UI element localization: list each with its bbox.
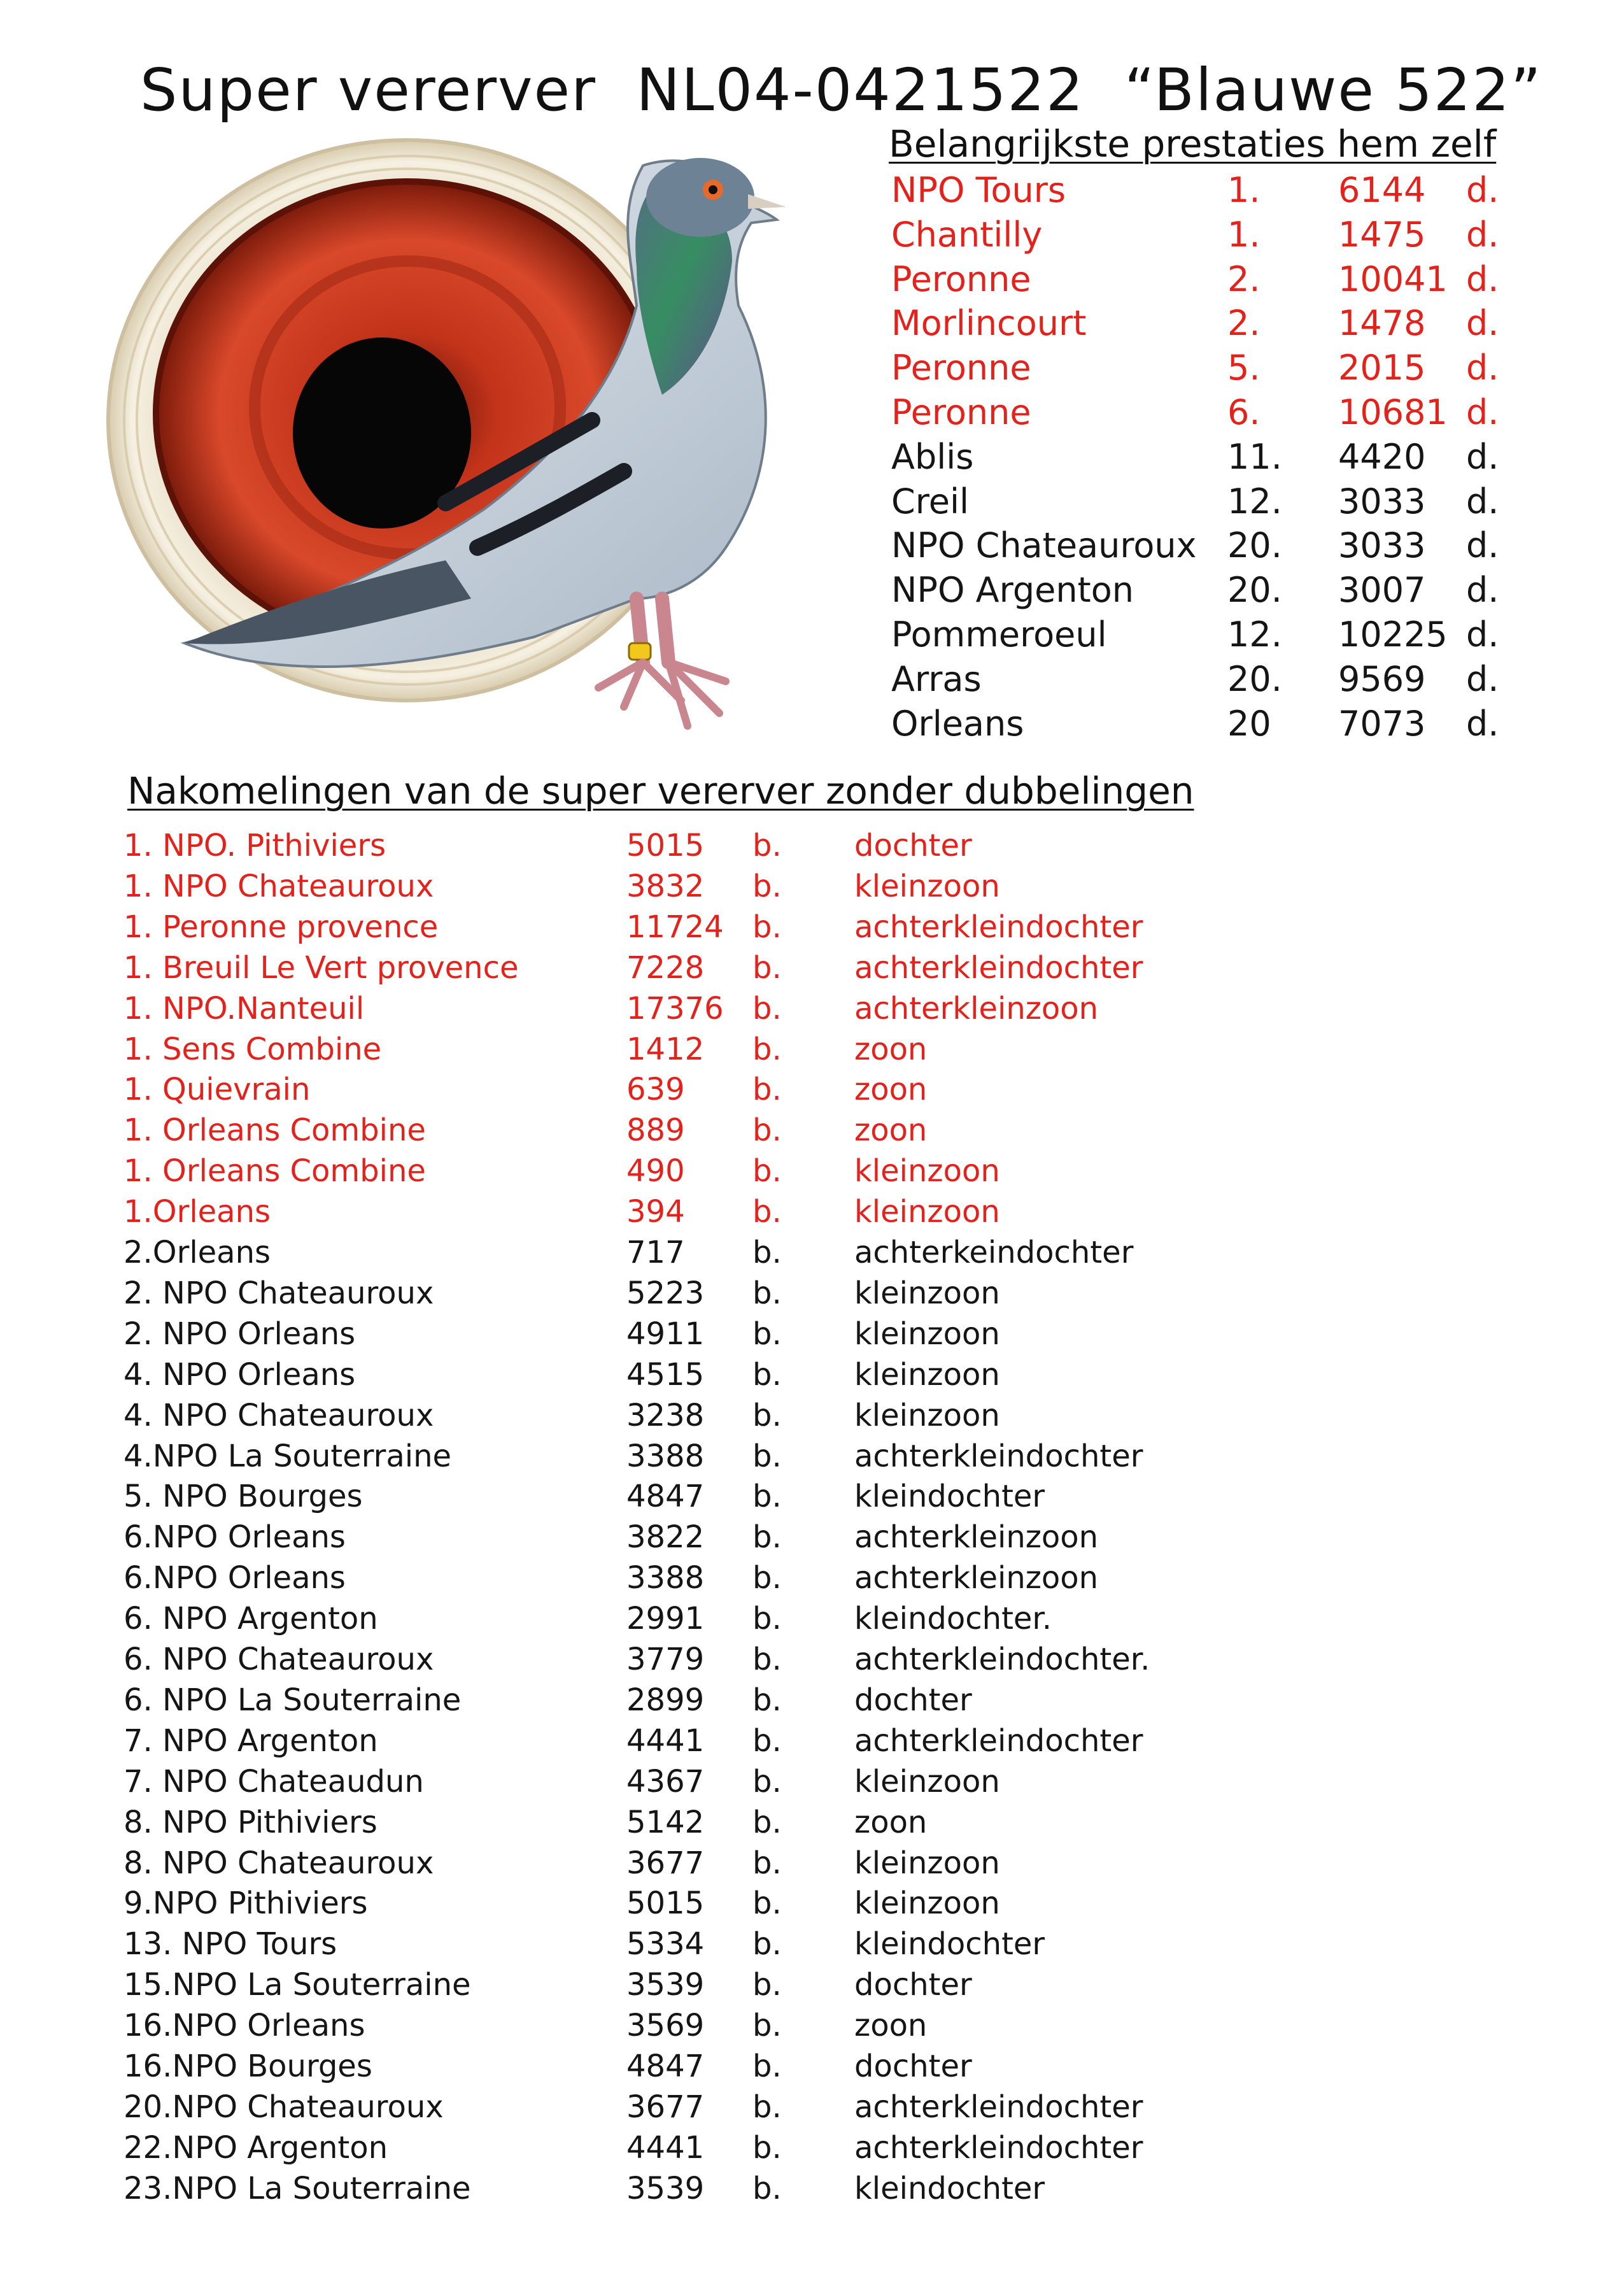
- performance-count: 3007: [1338, 570, 1426, 611]
- offspring-count: 5015: [626, 828, 705, 863]
- offspring-race: 1. Sens Combine: [124, 1031, 382, 1067]
- offspring-race: 15.NPO La Souterraine: [124, 1967, 471, 2003]
- offspring-race: 1. Peronne provence: [124, 909, 439, 945]
- offspring-race: 1. NPO.Nanteuil: [124, 990, 365, 1026]
- offspring-relation: kleinzoon: [854, 1316, 1000, 1352]
- offspring-count: 3539: [626, 2170, 705, 2206]
- offspring-row: [124, 1680, 1206, 1721]
- offspring-row: [124, 1721, 1206, 1761]
- offspring-relation: kleinzoon: [854, 868, 1000, 904]
- performance-race: Peronne: [891, 259, 1031, 299]
- offspring-row: [124, 1883, 1206, 1924]
- offspring-relation: achterkleinzoon: [854, 1519, 1099, 1556]
- offspring-count: 3238: [626, 1397, 705, 1433]
- performance-place: 12.: [1227, 614, 1282, 655]
- offspring-relation: kleinzoon: [854, 1194, 1000, 1230]
- offspring-race: 4.NPO La Souterraine: [124, 1438, 452, 1474]
- offspring-row: [124, 1395, 1206, 1436]
- offspring-count: 4441: [626, 1722, 705, 1759]
- offspring-race: 6.NPO Orleans: [124, 1560, 346, 1596]
- performance-race: Creil: [891, 481, 969, 522]
- offspring-unit: b.: [752, 2048, 782, 2084]
- offspring-count: 2991: [626, 1601, 705, 1637]
- offspring-unit: b.: [752, 2089, 782, 2125]
- offspring-count: 717: [626, 1235, 685, 1270]
- offspring-count: 3822: [626, 1519, 705, 1556]
- offspring-unit: b.: [752, 1479, 782, 1515]
- offspring-relation: zoon: [854, 1072, 928, 1108]
- offspring-relation: dochter: [854, 1682, 972, 1718]
- offspring-relation: achterkleindochter: [854, 1722, 1143, 1759]
- offspring-race: 2.Orleans: [124, 1235, 271, 1270]
- performance-row: [891, 346, 1528, 390]
- offspring-row: [124, 1436, 1206, 1477]
- performance-count: 7073: [1338, 703, 1426, 744]
- performance-race: Orleans: [891, 703, 1024, 744]
- offspring-count: 889: [626, 1112, 685, 1149]
- offspring-count: 4367: [626, 1763, 705, 1800]
- performance-place: 2.: [1227, 303, 1260, 344]
- offspring-row: [124, 1517, 1206, 1558]
- offspring-relation: dochter: [854, 828, 972, 863]
- offspring-count: 639: [626, 1072, 685, 1108]
- performance-row: [891, 657, 1528, 702]
- offspring-count: 4847: [626, 1479, 705, 1515]
- offspring-row: [124, 1843, 1206, 1884]
- offspring-unit: b.: [752, 1438, 782, 1474]
- performance-unit: d.: [1466, 392, 1499, 432]
- offspring-row: [124, 907, 1206, 948]
- offspring-unit: b.: [752, 909, 782, 945]
- offspring-count: 3569: [626, 2008, 705, 2044]
- offspring-race: 7. NPO Argenton: [124, 1722, 378, 1759]
- offspring-unit: b.: [752, 868, 782, 904]
- offspring-race: 16.NPO Bourges: [124, 2048, 372, 2084]
- offspring-relation: zoon: [854, 1804, 928, 1840]
- offspring-row: [124, 1964, 1206, 2005]
- offspring-race: 6. NPO La Souterraine: [124, 1682, 462, 1718]
- offspring-unit: b.: [752, 1072, 782, 1108]
- offspring-unit: b.: [752, 828, 782, 863]
- offspring-row: [124, 1232, 1206, 1273]
- offspring-race: 1. NPO Chateauroux: [124, 868, 434, 904]
- performance-count: 4420: [1338, 436, 1426, 477]
- performance-unit: d.: [1466, 348, 1499, 388]
- offspring-row: [124, 2168, 1206, 2209]
- offspring-row: [124, 1476, 1206, 1517]
- offspring-relation: kleindochter: [854, 1479, 1045, 1515]
- performance-place: 1.: [1227, 214, 1260, 255]
- offspring-count: 5142: [626, 1804, 705, 1840]
- offspring-unit: b.: [752, 2129, 782, 2166]
- offspring-relation: kleinzoon: [854, 1397, 1000, 1433]
- pigeon-eye-illustration: [89, 115, 840, 751]
- performance-count: 1475: [1338, 214, 1426, 255]
- offspring-race: 5. NPO Bourges: [124, 1479, 363, 1515]
- offspring-race: 8. NPO Chateauroux: [124, 1845, 434, 1881]
- performance-count: 6144: [1338, 170, 1426, 210]
- offspring-count: 490: [626, 1153, 685, 1189]
- performance-count: 3033: [1338, 481, 1426, 522]
- offspring-row: [124, 1924, 1206, 1964]
- offspring-unit: b.: [752, 1642, 782, 1677]
- pigeon-eye-image: [89, 115, 840, 751]
- offspring-count: 5015: [626, 1885, 705, 1922]
- performance-race: NPO Chateauroux: [891, 525, 1197, 566]
- offspring-relation: achterkleindochter: [854, 1438, 1143, 1474]
- offspring-race: 20.NPO Chateauroux: [124, 2089, 444, 2125]
- offspring-row: [124, 1191, 1206, 1232]
- performance-row: [891, 257, 1528, 302]
- offspring-relation: kleinzoon: [854, 1885, 1000, 1922]
- offspring-race: 1. NPO. Pithiviers: [124, 828, 386, 863]
- offspring-row: [124, 1354, 1206, 1395]
- performance-count: 3033: [1338, 525, 1426, 566]
- offspring-unit: b.: [752, 1682, 782, 1718]
- offspring-row: [124, 1151, 1206, 1191]
- offspring-race: 4. NPO Chateauroux: [124, 1397, 434, 1433]
- offspring-row: [124, 1558, 1206, 1598]
- offspring-race: 6. NPO Argenton: [124, 1601, 378, 1637]
- offspring-race: 22.NPO Argenton: [124, 2129, 388, 2166]
- offspring-relation: dochter: [854, 2048, 972, 2084]
- performance-place: 2.: [1227, 259, 1260, 299]
- offspring-row: [124, 825, 1206, 866]
- offspring-row: [124, 1314, 1206, 1354]
- offspring-row: [124, 1029, 1206, 1070]
- offspring-unit: b.: [752, 1967, 782, 2003]
- offspring-count: 3388: [626, 1438, 705, 1474]
- offspring-relation: kleinzoon: [854, 1153, 1000, 1189]
- offspring-relation: achterkleindochter: [854, 949, 1143, 986]
- offspring-race: 7. NPO Chateaudun: [124, 1763, 424, 1800]
- offspring-unit: b.: [752, 1845, 782, 1881]
- offspring-count: 1412: [626, 1031, 705, 1067]
- performance-race: NPO Argenton: [891, 570, 1134, 611]
- performance-unit: d.: [1466, 570, 1499, 611]
- performance-row: [891, 613, 1528, 657]
- offspring-relation: kleindochter: [854, 2170, 1045, 2206]
- offspring-count: 4441: [626, 2129, 705, 2166]
- offspring-relation: zoon: [854, 1112, 928, 1149]
- performance-count: 2015: [1338, 348, 1426, 388]
- performance-row: [891, 390, 1528, 435]
- offspring-race: 1. Orleans Combine: [124, 1153, 426, 1189]
- performance-place: 11.: [1227, 436, 1282, 477]
- offspring-count: 5223: [626, 1275, 705, 1311]
- performance-place: 6.: [1227, 392, 1260, 432]
- offspring-unit: b.: [752, 990, 782, 1026]
- offspring-race: 4. NPO Orleans: [124, 1356, 356, 1393]
- offspring-count: 3539: [626, 1967, 705, 2003]
- performance-place: 20: [1227, 703, 1271, 744]
- offspring-unit: b.: [752, 2170, 782, 2206]
- performance-unit: d.: [1466, 614, 1499, 655]
- offspring-unit: b.: [752, 1722, 782, 1759]
- offspring-count: 3677: [626, 1845, 705, 1881]
- performance-unit: d.: [1466, 481, 1499, 522]
- offspring-race: 9.NPO Pithiviers: [124, 1885, 368, 1922]
- performance-heading: Belangrijkste prestaties hem zelf: [889, 122, 1497, 166]
- offspring-unit: b.: [752, 1112, 782, 1149]
- offspring-row: [124, 1273, 1206, 1314]
- offspring-relation: achterkeindochter: [854, 1235, 1134, 1270]
- offspring-race: 16.NPO Orleans: [124, 2008, 365, 2044]
- performance-race: Arras: [891, 658, 982, 699]
- offspring-unit: b.: [752, 1885, 782, 1922]
- offspring-row: [124, 948, 1206, 988]
- offspring-row: [124, 1639, 1206, 1680]
- offspring-count: 394: [626, 1194, 685, 1230]
- offspring-unit: b.: [752, 1356, 782, 1393]
- offspring-row: [124, 988, 1206, 1029]
- performance-unit: d.: [1466, 703, 1499, 744]
- offspring-unit: b.: [752, 1275, 782, 1311]
- performance-row: [891, 568, 1528, 613]
- offspring-count: 4911: [626, 1316, 705, 1352]
- offspring-relation: achterkleinzoon: [854, 1560, 1099, 1596]
- performance-count: 9569: [1338, 658, 1426, 699]
- offspring-unit: b.: [752, 1763, 782, 1800]
- offspring-race: 2. NPO Orleans: [124, 1316, 356, 1352]
- offspring-unit: b.: [752, 2008, 782, 2044]
- offspring-relation: achterkleindochter: [854, 2089, 1143, 2125]
- offspring-unit: b.: [752, 1316, 782, 1352]
- performance-place: 20.: [1227, 570, 1282, 611]
- performance-count: 1478: [1338, 303, 1426, 344]
- performance-row: [891, 523, 1528, 568]
- offspring-row: [124, 1069, 1206, 1110]
- offspring-race: 1. Breuil Le Vert provence: [124, 949, 519, 986]
- offspring-race: 8. NPO Pithiviers: [124, 1804, 378, 1840]
- offspring-count: 3677: [626, 2089, 705, 2125]
- performance-race: Chantilly: [891, 214, 1043, 255]
- performance-count: 10041: [1338, 259, 1448, 299]
- offspring-relation: kleinzoon: [854, 1763, 1000, 1800]
- offspring-row: [124, 866, 1206, 907]
- offspring-heading: Nakomelingen van de super vererver zonder dubbelingen: [127, 769, 1194, 813]
- offspring-unit: b.: [752, 1926, 782, 1963]
- performance-place: 1.: [1227, 170, 1260, 210]
- performance-unit: d.: [1466, 436, 1499, 477]
- performance-place: 12.: [1227, 481, 1282, 522]
- offspring-race: 2. NPO Chateauroux: [124, 1275, 434, 1311]
- performance-row: [891, 702, 1528, 746]
- offspring-unit: b.: [752, 1194, 782, 1230]
- offspring-unit: b.: [752, 1601, 782, 1637]
- offspring-relation: achterkleindochter: [854, 909, 1143, 945]
- offspring-relation: achterkleindochter.: [854, 1642, 1150, 1677]
- offspring-relation: achterkleinzoon: [854, 990, 1099, 1026]
- performance-race: Ablis: [891, 436, 974, 477]
- performance-race: Morlincourt: [891, 303, 1087, 344]
- offspring-race: 13. NPO Tours: [124, 1926, 337, 1963]
- offspring-relation: zoon: [854, 2008, 928, 2044]
- offspring-relation: zoon: [854, 1031, 928, 1067]
- performance-unit: d.: [1466, 303, 1499, 344]
- performance-unit: d.: [1466, 658, 1499, 699]
- offspring-relation: kleinzoon: [854, 1356, 1000, 1393]
- offspring-count: 7228: [626, 949, 705, 986]
- performance-race: Pommeroeul: [891, 614, 1107, 655]
- offspring-row: [124, 2046, 1206, 2087]
- offspring-unit: b.: [752, 1560, 782, 1596]
- offspring-unit: b.: [752, 1397, 782, 1433]
- offspring-row: [124, 1598, 1206, 1639]
- offspring-relation: achterkleindochter: [854, 2129, 1143, 2166]
- performance-count: 10225: [1338, 614, 1448, 655]
- offspring-count: 4515: [626, 1356, 705, 1393]
- offspring-unit: b.: [752, 1031, 782, 1067]
- performance-row: [891, 168, 1528, 213]
- offspring-race: 6.NPO Orleans: [124, 1519, 346, 1556]
- offspring-unit: b.: [752, 1519, 782, 1556]
- offspring-count: 3779: [626, 1642, 705, 1677]
- performance-row: [891, 213, 1528, 257]
- performance-row: [891, 479, 1528, 524]
- performance-race: Peronne: [891, 392, 1031, 432]
- offspring-relation: kleindochter: [854, 1926, 1045, 1963]
- offspring-count: 3388: [626, 1560, 705, 1596]
- offspring-row: [124, 2005, 1206, 2046]
- offspring-count: 17376: [626, 990, 724, 1026]
- offspring-row: [124, 1761, 1206, 1802]
- offspring-unit: b.: [752, 1153, 782, 1189]
- performance-unit: d.: [1466, 214, 1499, 255]
- offspring-row: [124, 2087, 1206, 2127]
- offspring-relation: kleindochter.: [854, 1601, 1052, 1637]
- offspring-count: 2899: [626, 1682, 705, 1718]
- offspring-race: 1. Orleans Combine: [124, 1112, 426, 1149]
- performance-place: 5.: [1227, 348, 1260, 388]
- offspring-race: 6. NPO Chateauroux: [124, 1642, 434, 1677]
- offspring-row: [124, 2127, 1206, 2168]
- performance-place: 20.: [1227, 658, 1282, 699]
- offspring-row: [124, 1802, 1206, 1843]
- performance-race: NPO Tours: [891, 170, 1066, 210]
- performance-row: [891, 435, 1528, 479]
- offspring-unit: b.: [752, 949, 782, 986]
- performance-unit: d.: [1466, 170, 1499, 210]
- performance-place: 20.: [1227, 525, 1282, 566]
- offspring-count: 5334: [626, 1926, 705, 1963]
- offspring-unit: b.: [752, 1235, 782, 1270]
- performance-unit: d.: [1466, 259, 1499, 299]
- performance-unit: d.: [1466, 525, 1499, 566]
- offspring-relation: dochter: [854, 1967, 972, 2003]
- offspring-count: 3832: [626, 868, 705, 904]
- performance-race: Peronne: [891, 348, 1031, 388]
- page-title: Super vererver NL04-0421522 “Blauwe 522”: [140, 56, 1543, 124]
- offspring-race: 1. Quievrain: [124, 1072, 311, 1108]
- offspring-row: [124, 1110, 1206, 1151]
- offspring-relation: kleinzoon: [854, 1845, 1000, 1881]
- performance-row: [891, 301, 1528, 346]
- performance-count: 10681: [1338, 392, 1448, 432]
- offspring-count: 4847: [626, 2048, 705, 2084]
- offspring-unit: b.: [752, 1804, 782, 1840]
- offspring-relation: kleinzoon: [854, 1275, 1000, 1311]
- offspring-count: 11724: [626, 909, 724, 945]
- offspring-race: 23.NPO La Souterraine: [124, 2170, 471, 2206]
- offspring-race: 1.Orleans: [124, 1194, 271, 1230]
